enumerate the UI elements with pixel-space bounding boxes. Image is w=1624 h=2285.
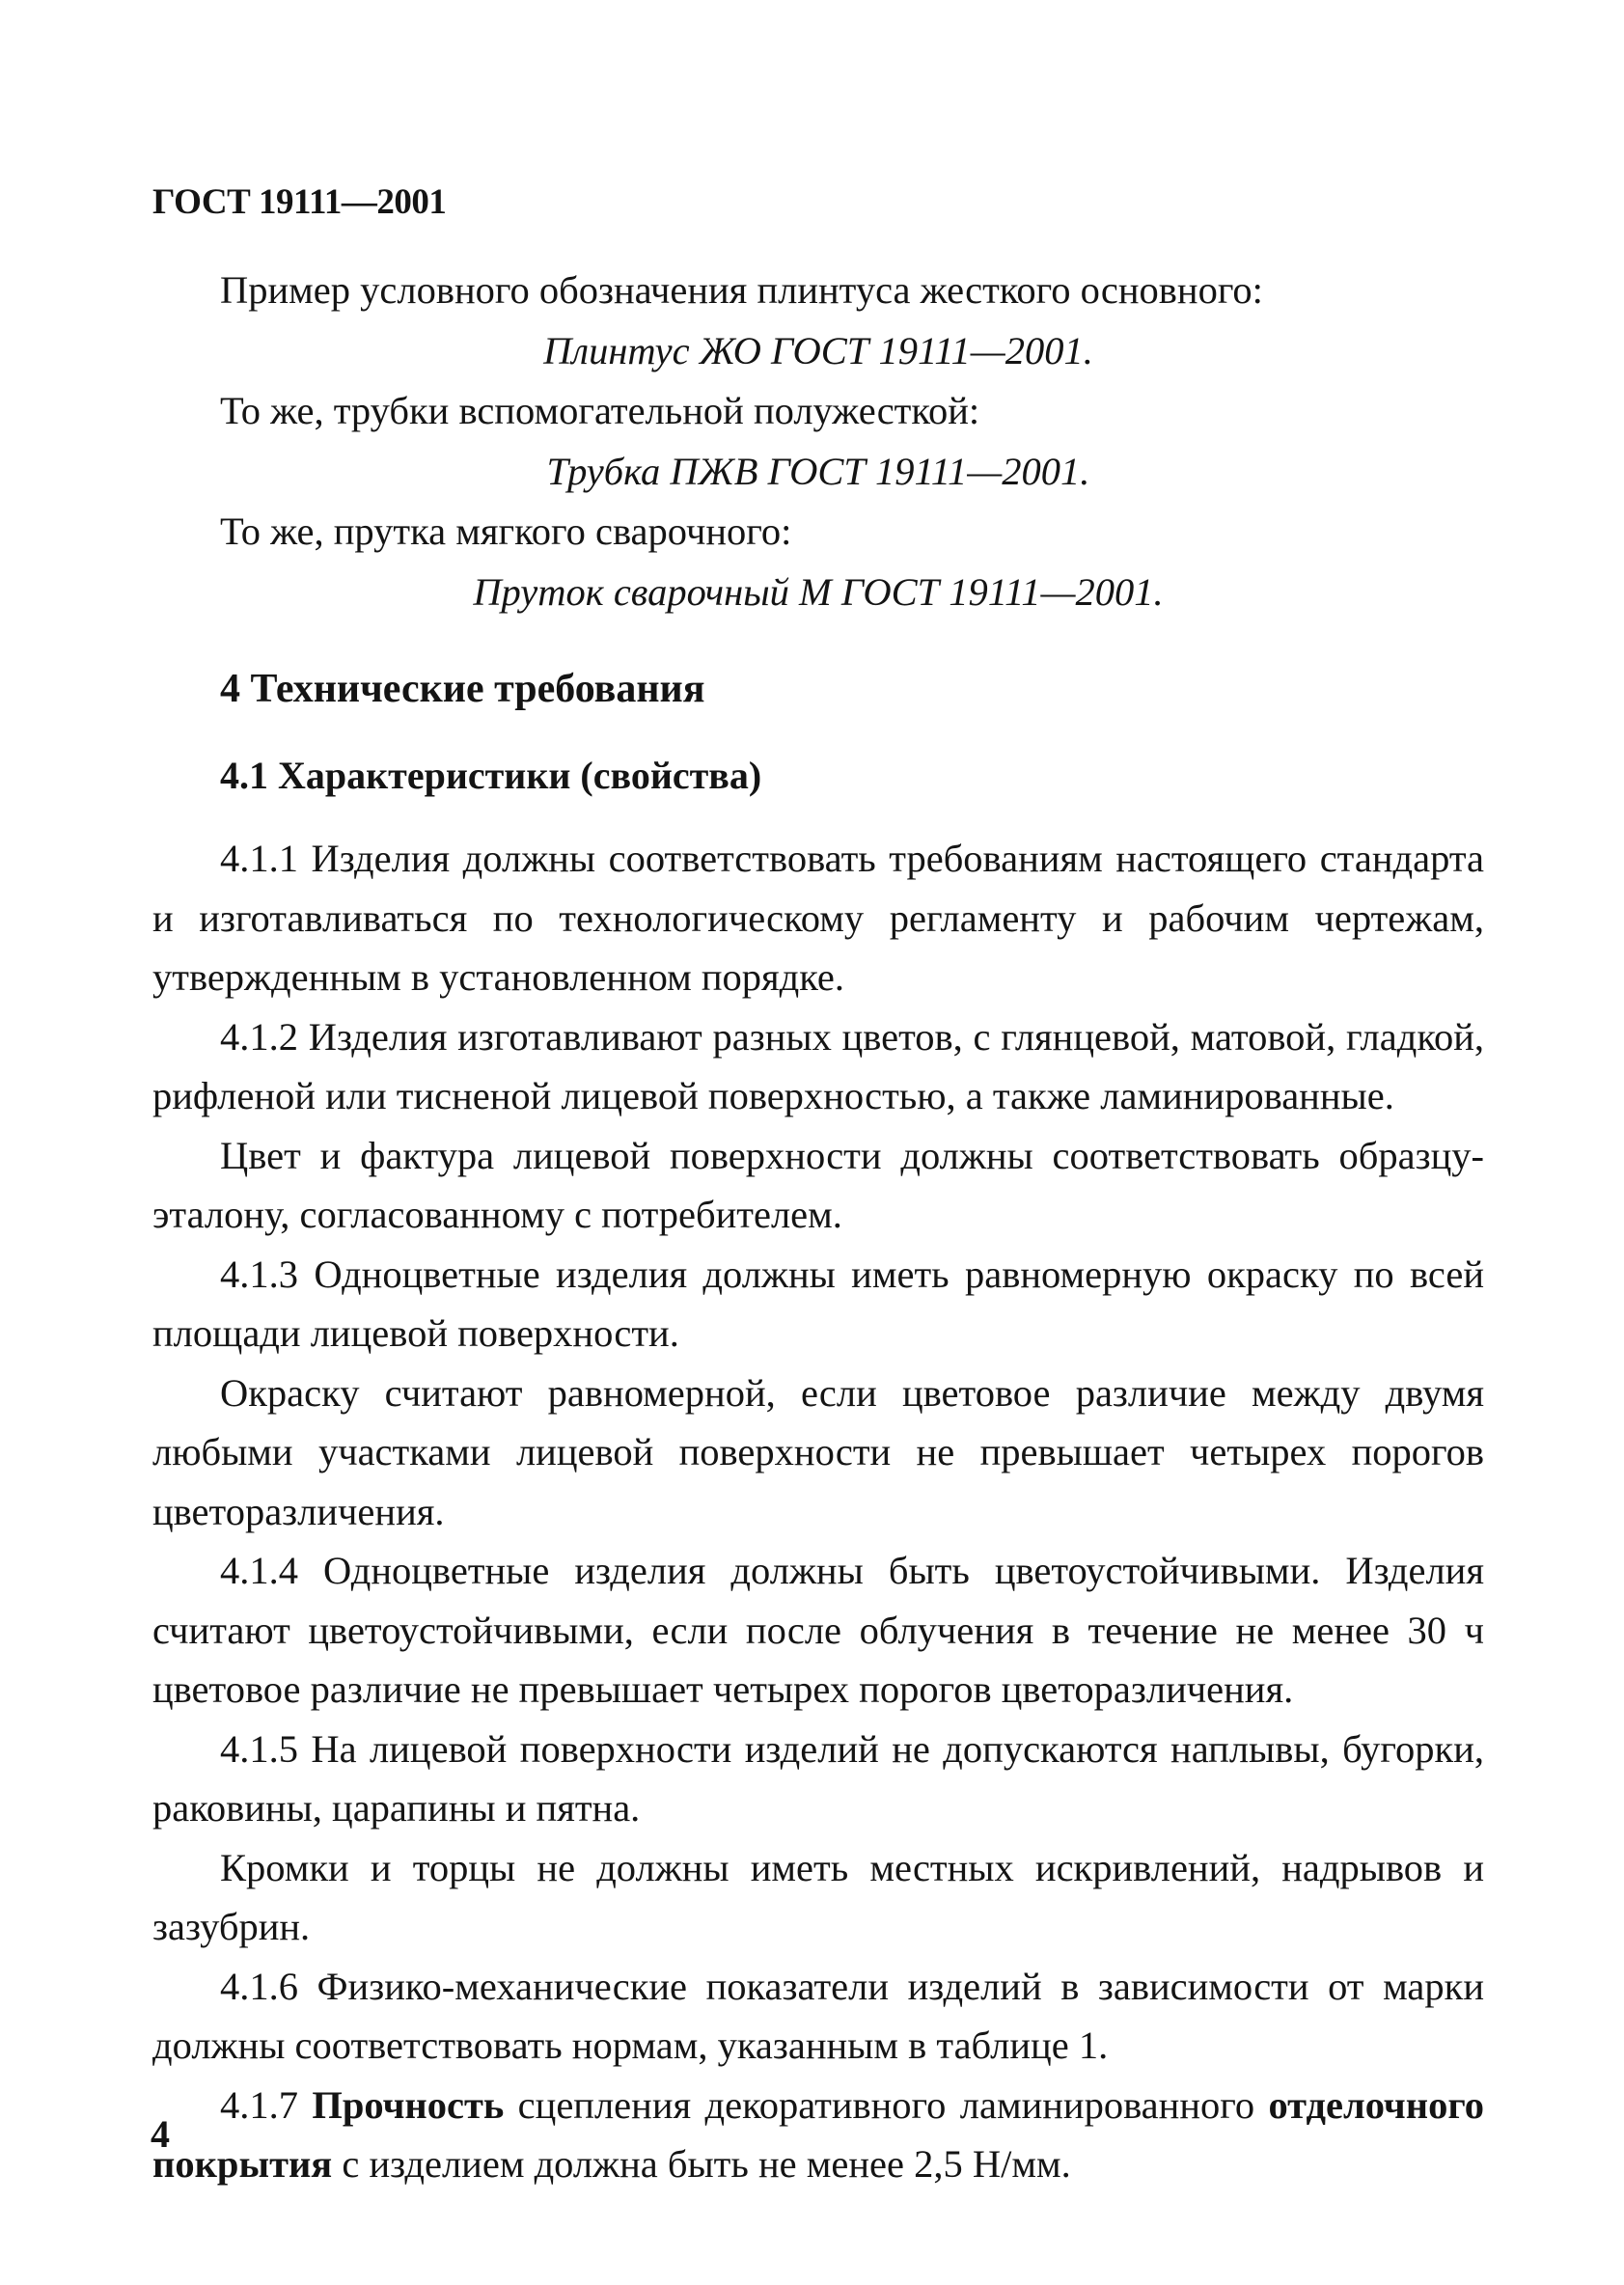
paragraph-color-texture: Цвет и фактура лицевой поверхности должны соответствовать образцу-эталону, согласованному с потребителем. xyxy=(152,1133,1484,1236)
paragraph-4-1-7-number: 4.1.7 xyxy=(220,2082,298,2127)
paragraph-4-1-1: 4.1.1 Изделия должны соответствовать требованиям настоящего стандарта и изготавливаться по технологическому регламенту и рабочим чертежам, утвержденным в установленном порядке. xyxy=(152,837,1484,999)
paragraph-4-1-7-middle: сцепления декоративного ламинированного xyxy=(517,2082,1255,2127)
paragraph-edges: Кромки и торцы не должны иметь местных искривлений, надрывов и зазубрин. xyxy=(152,1845,1484,1948)
paragraph-uniform-color: Окраску считают равномерной, если цветовое различие между двумя любыми участками лицевой поверхности не превышает четырех порогов цветоразличения. xyxy=(152,1370,1484,1533)
paragraph-4-1-7 xyxy=(152,2076,1484,2194)
page-content xyxy=(152,261,1484,2194)
paragraph-4-1-5: 4.1.5 На лицевой поверхности изделий не допускаются наплывы, бугорки, раковины, царапины и пятна. xyxy=(152,1726,1484,1830)
paragraph-4-1-2: 4.1.2 Изделия изготавливают разных цветов, с глянцевой, матовой, гладкой, рифленой или тисненой лицевой поверхностью, а также ламинированные. xyxy=(152,1014,1484,1117)
paragraph-4-1-3: 4.1.3 Одноцветные изделия должны иметь равномерную окраску по всей площади лицевой поверхности. xyxy=(152,1252,1484,1355)
example-designation-2: Трубка ПЖВ ГОСТ 19111—2001. xyxy=(546,449,1090,493)
paragraph-4-1-4: 4.1.4 Одноцветные изделия должны быть цветоустойчивыми. Изделия считают цветоустойчивыми, если после облучения в течение не менее 30 ч цветовое различие не превышает четырех порогов цветоразличения. xyxy=(152,1549,1484,1711)
section-heading: 4 Технические требования xyxy=(220,667,705,711)
example-designation-3: Пруток сварочный М ГОСТ 19111—2001. xyxy=(473,569,1164,614)
page-number: 4 xyxy=(151,2112,170,2156)
paragraph-4-1-7-bold-mid: отделочного покрытия xyxy=(152,2082,1484,2186)
example-intro-3: То же, прутка мягкого сварочного: xyxy=(220,509,792,553)
paragraph-4-1-6: 4.1.6 Физико-механические показатели изделий в зависимости от марки должны соответствовать нормам, указанным в таблице 1. xyxy=(152,1964,1484,2067)
example-intro-2: То же, трубки вспомогательной полужесткой: xyxy=(220,389,980,432)
paragraph-4-1-7-bold-start: Прочность xyxy=(312,2082,505,2127)
page-header: ГОСТ 19111—2001 xyxy=(152,182,447,222)
example-designation-1: Плинтус ЖО ГОСТ 19111—2001. xyxy=(543,328,1093,372)
subsection-heading: 4.1 Характеристики (свойства) xyxy=(220,754,762,797)
example-intro-1: Пример условного обозначения плинтуса жесткого основного: xyxy=(220,268,1263,312)
paragraph-4-1-7-end: с изделием должна быть не менее 2,5 Н/мм. xyxy=(342,2142,1071,2186)
